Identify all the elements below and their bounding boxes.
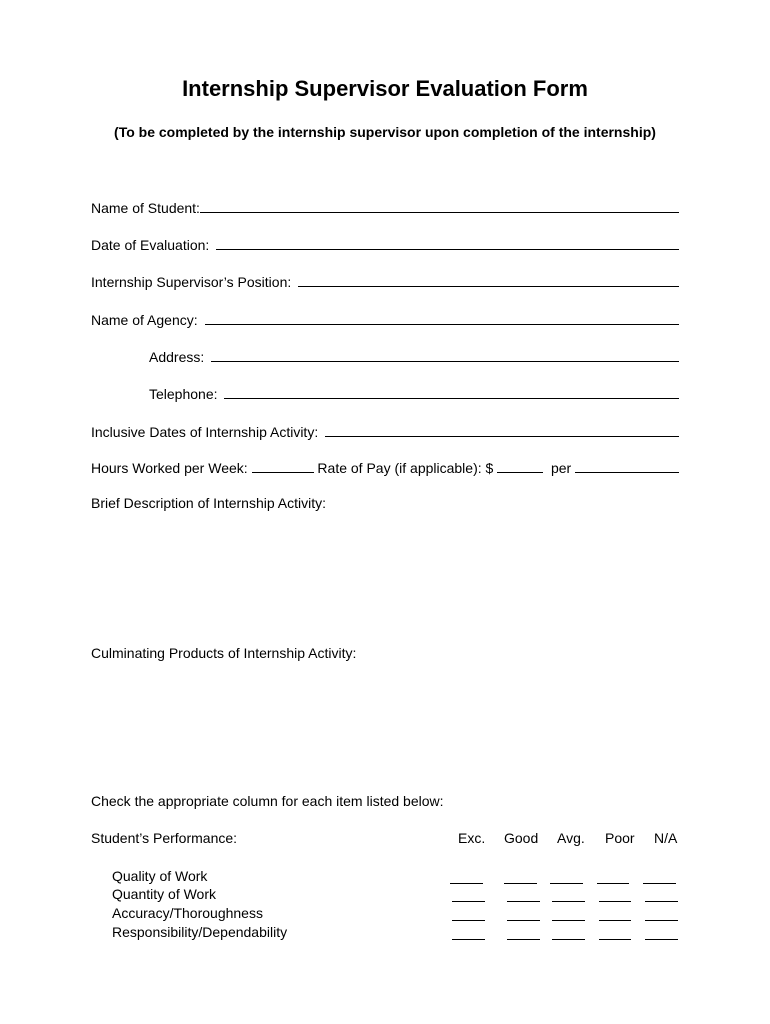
student-name-line[interactable]	[200, 212, 679, 213]
column-excellent: Exc.	[458, 830, 486, 846]
item-accuracy-thoroughness: Accuracy/Thoroughness	[112, 905, 263, 921]
form-title: Internship Supervisor Evaluation Form	[182, 76, 588, 101]
rating-blank[interactable]	[550, 883, 583, 884]
agency-telephone-label: Telephone:	[149, 386, 222, 402]
rating-blank[interactable]	[645, 939, 678, 940]
rating-blank[interactable]	[452, 920, 485, 921]
student-name-label: Name of Student:	[91, 200, 200, 216]
agency-address-field[interactable]	[149, 345, 679, 365]
rating-blank[interactable]	[645, 920, 678, 921]
rating-blank[interactable]	[452, 901, 485, 902]
rating-blank[interactable]	[452, 939, 485, 940]
column-good: Good	[504, 830, 539, 846]
agency-address-label: Address:	[149, 349, 209, 365]
rating-blank[interactable]	[507, 920, 540, 921]
column-poor: Poor	[605, 830, 635, 846]
rate-blank[interactable]	[497, 472, 543, 473]
column-average: Avg.	[557, 830, 585, 846]
item-quantity-of-work: Quantity of Work	[112, 886, 217, 902]
hours-label: Hours Worked per Week:	[91, 460, 252, 476]
item-quality-of-work: Quality of Work	[112, 868, 208, 884]
check-instruction: Check the appropriate column for each item listed below:	[91, 793, 444, 809]
supervisor-position-line[interactable]	[298, 286, 679, 287]
agency-name-label: Name of Agency:	[91, 312, 202, 328]
supervisor-position-label: Internship Supervisor’s Position:	[91, 274, 296, 290]
rate-label: Rate of Pay (if applicable): $	[313, 460, 498, 476]
rating-blank[interactable]	[599, 920, 631, 921]
rating-blank[interactable]	[645, 901, 678, 902]
rating-blank[interactable]	[552, 920, 585, 921]
per-blank[interactable]	[575, 472, 679, 473]
performance-heading: Student’s Performance:	[91, 830, 238, 846]
rating-blank[interactable]	[552, 939, 585, 940]
rating-blank[interactable]	[507, 939, 540, 940]
evaluation-date-field[interactable]	[91, 233, 679, 253]
agency-telephone-field[interactable]	[149, 382, 679, 402]
column-na: N/A	[654, 830, 678, 846]
hours-blank[interactable]	[252, 472, 314, 473]
agency-name-field[interactable]	[91, 308, 679, 328]
inclusive-dates-label: Inclusive Dates of Internship Activity:	[91, 424, 323, 440]
rating-blank[interactable]	[597, 883, 629, 884]
form-subtitle: (To be completed by the internship supervisor upon completion of the internship)	[114, 124, 656, 140]
agency-address-line[interactable]	[211, 361, 679, 362]
item-responsibility-dependability: Responsibility/Dependability	[112, 924, 288, 940]
rating-blank[interactable]	[552, 901, 585, 902]
rating-blank[interactable]	[643, 883, 676, 884]
rating-blank[interactable]	[504, 883, 537, 884]
description-label: Brief Description of Internship Activity:	[91, 495, 326, 511]
rating-blank[interactable]	[507, 901, 540, 902]
evaluation-date-line[interactable]	[216, 249, 679, 250]
inclusive-dates-field[interactable]	[91, 420, 679, 440]
supervisor-position-field[interactable]	[91, 270, 679, 290]
hours-rate-row	[91, 456, 679, 476]
agency-name-line[interactable]	[205, 324, 679, 325]
student-name-field[interactable]	[91, 196, 679, 216]
rating-blank[interactable]	[450, 883, 483, 884]
rating-blank[interactable]	[599, 939, 631, 940]
inclusive-dates-line[interactable]	[325, 436, 679, 437]
agency-telephone-line[interactable]	[224, 398, 679, 399]
rating-blank[interactable]	[599, 901, 631, 902]
products-label: Culminating Products of Internship Activity:	[91, 645, 357, 661]
evaluation-date-label: Date of Evaluation:	[91, 237, 214, 253]
per-label: per	[543, 460, 576, 476]
